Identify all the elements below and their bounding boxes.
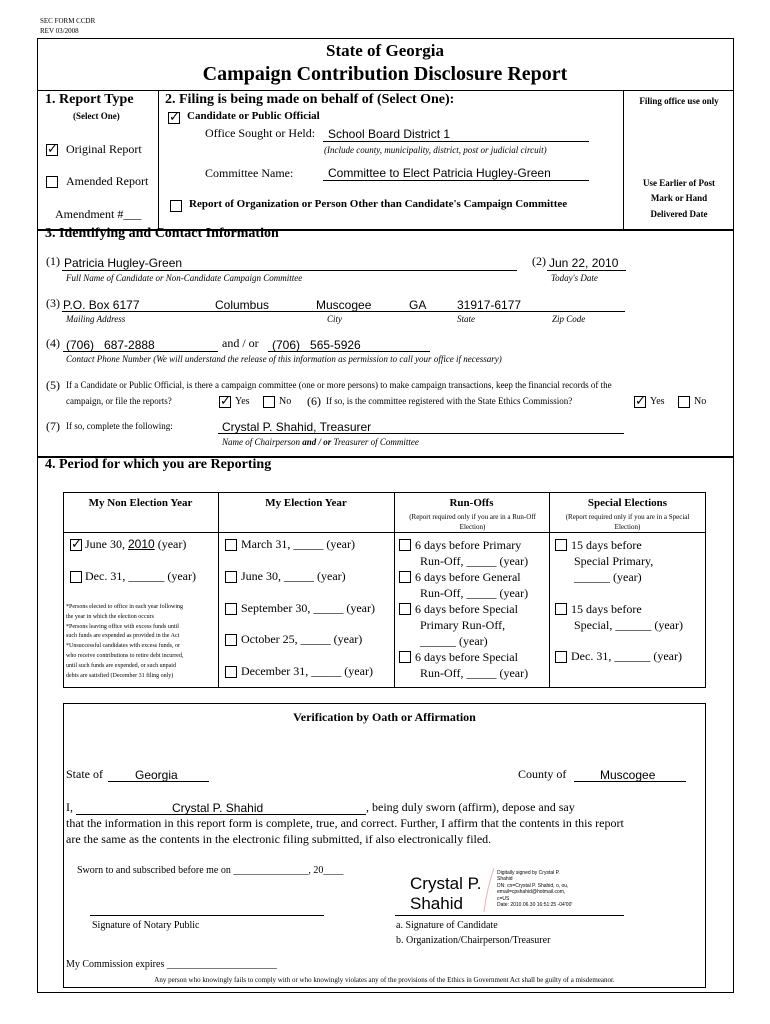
q6-yes-label: Yes — [650, 396, 665, 407]
chair-label-a: Name of Chairperson — [222, 437, 301, 447]
q5-no-label: No — [279, 396, 292, 407]
county-value[interactable]: Muscogee — [316, 298, 372, 312]
phone-label: Contact Phone Number (We will understand the release of this information as permission to call your office if necessary) — [66, 354, 502, 364]
q5-no-checkbox[interactable] — [263, 396, 275, 408]
other-report-checkbox[interactable] — [170, 200, 182, 212]
date-underline — [547, 270, 626, 271]
non-election-june-label — [85, 537, 186, 552]
special-elections-subtitle: (Report required only if you are in a Special Election) — [565, 513, 690, 531]
runoff-special-checkbox[interactable] — [399, 651, 411, 663]
oath-i-label: I, — [66, 800, 73, 814]
special-dec-checkbox[interactable] — [555, 651, 567, 663]
q7-text: If so, complete the following: — [66, 421, 173, 431]
runoff-special-primary-checkbox[interactable] — [399, 603, 411, 615]
original-report-checkbox[interactable] — [46, 144, 58, 156]
dsig-line: email=cpshahid@hotmail.com, — [497, 889, 566, 896]
special-line: 15 days before — [571, 602, 642, 616]
county-of-value[interactable]: Muscogee — [600, 768, 656, 782]
committee-underline — [323, 180, 589, 181]
dsig-line: Digitally signed by Crystal P. — [497, 870, 560, 876]
runoff-line: ______ (year) — [420, 634, 488, 648]
misdemeanor-warning: Any person who knowingly fails to comply with or who knowingly violates any of the provisions of the Ethics in Government Act shall be guilty of a misdemeanor. — [154, 976, 615, 984]
q5-line-2: campaign, or file the reports? — [66, 396, 172, 406]
filing-office-label: Filing office use only — [639, 96, 719, 106]
june-year-value[interactable]: 2010 — [128, 537, 155, 551]
oath-name-value[interactable]: Crystal P. Shahid — [172, 801, 264, 815]
special-primary-checkbox[interactable] — [555, 539, 567, 551]
zip-value[interactable]: 31917-6177 — [457, 298, 522, 312]
election-march-label: March 31, _____ (year) — [241, 537, 355, 551]
runoff-line: 6 days before Special — [415, 602, 518, 616]
organization-signature-label: b. Organization/Chairperson/Treasurer — [396, 935, 551, 946]
other-report-label: Report of Organization or Person Other than Candidate's Campaign Committee — [189, 198, 568, 210]
zip-label: Zip Code — [552, 314, 586, 324]
form-revision: REV 03/2008 — [40, 27, 79, 35]
chair-label-c: Treasurer of Committee — [333, 437, 419, 447]
election-october-label: October 25, _____ (year) — [241, 632, 363, 646]
june-label: June 30, — [85, 537, 125, 551]
q6-yes-checkbox[interactable] — [634, 396, 646, 408]
election-september-checkbox[interactable] — [225, 603, 237, 615]
chair-label-b: and / or — [302, 437, 332, 447]
phone-2-value[interactable]: (706) 565-5926 — [272, 338, 361, 352]
digital-signature-details — [497, 870, 572, 908]
office-value[interactable]: School Board District 1 — [328, 127, 451, 141]
note-line: *Persons elected to office in each year following — [66, 604, 184, 610]
special-line: Special Primary, — [574, 554, 654, 568]
q5-number: (5) — [46, 378, 60, 392]
q1-number: (1) — [46, 254, 60, 268]
city-value[interactable]: Columbus — [215, 298, 270, 312]
state-of-label: State of — [66, 767, 103, 781]
period-header-divider — [63, 532, 706, 533]
header-divider — [37, 90, 734, 91]
june-year-suffix: (year) — [157, 537, 187, 551]
runoff-special-primary-label — [415, 601, 518, 649]
dsig-line: Shahid — [497, 876, 513, 883]
dsig-line: c=US — [497, 895, 510, 902]
use-earlier-line-3: Delivered Date — [650, 209, 708, 219]
q2-number: (2) — [532, 254, 546, 268]
runoff-line: 6 days before Special — [415, 650, 518, 664]
note-line: who receive contributions to retire debt incurred, — [66, 652, 184, 659]
commission-expires: My Commission expires ______________________ — [66, 959, 277, 970]
county-of-label: County of — [518, 767, 567, 781]
state-of-value[interactable]: Georgia — [135, 768, 178, 782]
note-line: debts are satisfied (December 31 filing only) — [66, 672, 174, 679]
section-1-heading: 1. Report Type — [45, 92, 134, 107]
signature-flourish-icon — [480, 866, 498, 916]
report-title: Campaign Contribution Disclosure Report — [202, 63, 568, 85]
sworn-line: Sworn to and subscribed before me on _______________, 20____ — [77, 865, 344, 876]
city-label: City — [327, 314, 342, 324]
and-or-label: and / or — [222, 336, 259, 350]
original-report-label: Original Report — [66, 142, 142, 156]
note-line: the year in which the election occurs — [66, 613, 154, 620]
mailing-address-label: Mailing Address — [66, 314, 126, 324]
runoff-line: Primary Run-Off, — [420, 618, 506, 632]
non-election-june-checkbox[interactable] — [70, 539, 82, 551]
note-line: such funds are expended as provided in the Act — [66, 633, 180, 640]
runoff-general-label — [415, 569, 528, 601]
period-col-divider-3 — [549, 492, 550, 688]
verification-title: Verification by Oath or Affirmation — [293, 710, 476, 724]
runoff-line: 6 days before General — [415, 570, 521, 584]
date-label: Today's Date — [551, 273, 598, 283]
state-title: State of Georgia — [325, 41, 445, 60]
section-2-heading: 2. Filing is being made on behalf of (Select One): — [165, 92, 455, 107]
runoff-line: Run-Off, _____ (year) — [420, 554, 529, 568]
oath-line-2: that the information in this report form is complete, true, and correct. Further, I affirm that the contents in this report — [66, 816, 624, 830]
q4-number: (4) — [46, 336, 60, 350]
election-december-checkbox[interactable] — [225, 666, 237, 678]
use-earlier-line-1: Use Earlier of Post — [642, 178, 716, 188]
committee-label: Committee Name: — [205, 166, 294, 180]
note-line: *Unsuccessful candidates with excess funds, or — [66, 643, 180, 650]
special-election-checkbox[interactable] — [555, 603, 567, 615]
runoffs-subtitle: (Report required only if you are in a Run-Off Election) — [409, 513, 536, 531]
mailing-address-value[interactable]: P.O. Box 6177 — [63, 298, 140, 312]
office-underline — [323, 141, 589, 142]
election-year-title: My Election Year — [265, 497, 347, 509]
q6-number: (6) — [307, 394, 321, 408]
form-id: SEC FORM CCDR — [40, 17, 96, 25]
period-col-divider-1 — [218, 492, 219, 688]
runoff-line: 6 days before Primary — [415, 538, 522, 552]
signature-name-line-1: Crystal P. — [410, 874, 482, 893]
special-primary-label — [571, 537, 653, 585]
candidate-signature-line — [395, 915, 624, 916]
q7-number: (7) — [46, 419, 60, 433]
special-elections-title: Special Elections — [587, 497, 668, 509]
non-election-notes — [66, 603, 183, 681]
q5-yes-checkbox[interactable] — [219, 396, 231, 408]
q5-line-1: If a Candidate or Public Official, is there a campaign committee (one or more persons) to make campaign transactions, keep the financial records of the — [66, 380, 612, 390]
special-line: 15 days before — [571, 538, 642, 552]
note-line: until such funds are expended, or such unpaid — [66, 662, 176, 669]
special-line: ______ (year) — [574, 570, 642, 584]
q6-text: If so, is the committee registered with the State Ethics Commission? — [326, 396, 573, 406]
signature-name-line-2: Shahid — [410, 894, 463, 913]
oath-line-3: are the same as the contents in the electronic filing submitted, if also electronically filed. — [66, 832, 492, 846]
candidate-name-value[interactable]: Patricia Hugley-Green — [64, 256, 183, 270]
election-june-checkbox[interactable] — [225, 571, 237, 583]
runoff-primary-label — [415, 537, 528, 569]
office-hint: (Include county, municipality, district, post or judicial circuit) — [324, 145, 547, 155]
runoff-line: Run-Off, _____ (year) — [420, 586, 529, 600]
period-col-divider-2 — [394, 492, 395, 688]
non-election-dec-checkbox[interactable] — [70, 571, 82, 583]
dsig-line: Date: 2010.06.30 16:51:25 -04'00' — [497, 902, 573, 909]
oath-line-1-tail: , being duly sworn (affirm), depose and say — [366, 800, 575, 814]
election-october-checkbox[interactable] — [225, 634, 237, 646]
runoff-general-checkbox[interactable] — [399, 571, 411, 583]
q6-no-label: No — [694, 396, 707, 407]
q6-no-checkbox[interactable] — [678, 396, 690, 408]
section-3-heading: 3. Identifying and Contact Information — [45, 226, 279, 241]
chairperson-value[interactable]: Crystal P. Shahid, Treasurer — [222, 420, 372, 434]
non-election-year-title: My Non Election Year — [88, 497, 193, 509]
runoff-primary-checkbox[interactable] — [399, 539, 411, 551]
phone-1-value[interactable]: (706) 687-2888 — [66, 338, 155, 352]
amended-report-checkbox[interactable] — [46, 176, 58, 188]
name-underline — [62, 270, 517, 271]
digital-signature-name — [410, 874, 482, 914]
amended-report-label: Amended Report — [66, 174, 149, 188]
name-label: Full Name of Candidate or Non-Candidate Campaign Committee — [66, 273, 303, 283]
q3-number: (3) — [46, 296, 60, 310]
special-line: Special, ______ (year) — [574, 618, 683, 632]
election-june-label: June 30, _____ (year) — [241, 569, 346, 583]
notary-signature-label: Signature of Notary Public — [92, 920, 200, 931]
phone-2-underline — [268, 351, 430, 352]
phone-1-underline — [63, 351, 218, 352]
special-dec-label: Dec. 31, ______ (year) — [571, 649, 682, 663]
candidate-signature-label: a. Signature of Candidate — [396, 920, 498, 931]
non-election-dec-label: Dec. 31, ______ (year) — [85, 569, 196, 583]
state-label: State — [457, 314, 475, 324]
section-4-heading: 4. Period for which you are Reporting — [45, 457, 272, 472]
office-label: Office Sought or Held: — [205, 126, 316, 140]
chairperson-underline — [218, 433, 624, 434]
select-one-label: (Select One) — [73, 111, 120, 121]
election-march-checkbox[interactable] — [225, 539, 237, 551]
runoff-line: Run-Off, _____ (year) — [420, 666, 529, 680]
candidate-checkbox[interactable] — [168, 112, 180, 124]
todays-date-value[interactable]: Jun 22, 2010 — [549, 256, 619, 270]
election-september-label: September 30, _____ (year) — [241, 601, 375, 615]
runoff-special-label — [415, 649, 528, 681]
dsig-line: DN: cn=Crystal P. Shahid, o, ou, — [497, 882, 569, 889]
runoffs-title: Run-Offs — [449, 497, 494, 509]
state-value[interactable]: GA — [409, 298, 427, 312]
chairperson-label — [222, 437, 419, 447]
address-underline — [62, 311, 625, 312]
amendment-number: Amendment #___ — [55, 207, 142, 221]
committee-value[interactable]: Committee to Elect Patricia Hugley-Green — [328, 166, 551, 180]
notary-signature-line — [90, 915, 324, 916]
special-election-label — [571, 601, 683, 633]
note-line: *Persons leaving office with excess funds until — [66, 623, 179, 630]
q5-yes-label: Yes — [235, 396, 250, 407]
candidate-label: Candidate or Public Official — [187, 110, 320, 122]
use-earlier-line-2: Mark or Hand — [650, 193, 708, 203]
col-divider-1 — [158, 90, 159, 230]
election-december-label: December 31, _____ (year) — [241, 664, 373, 678]
